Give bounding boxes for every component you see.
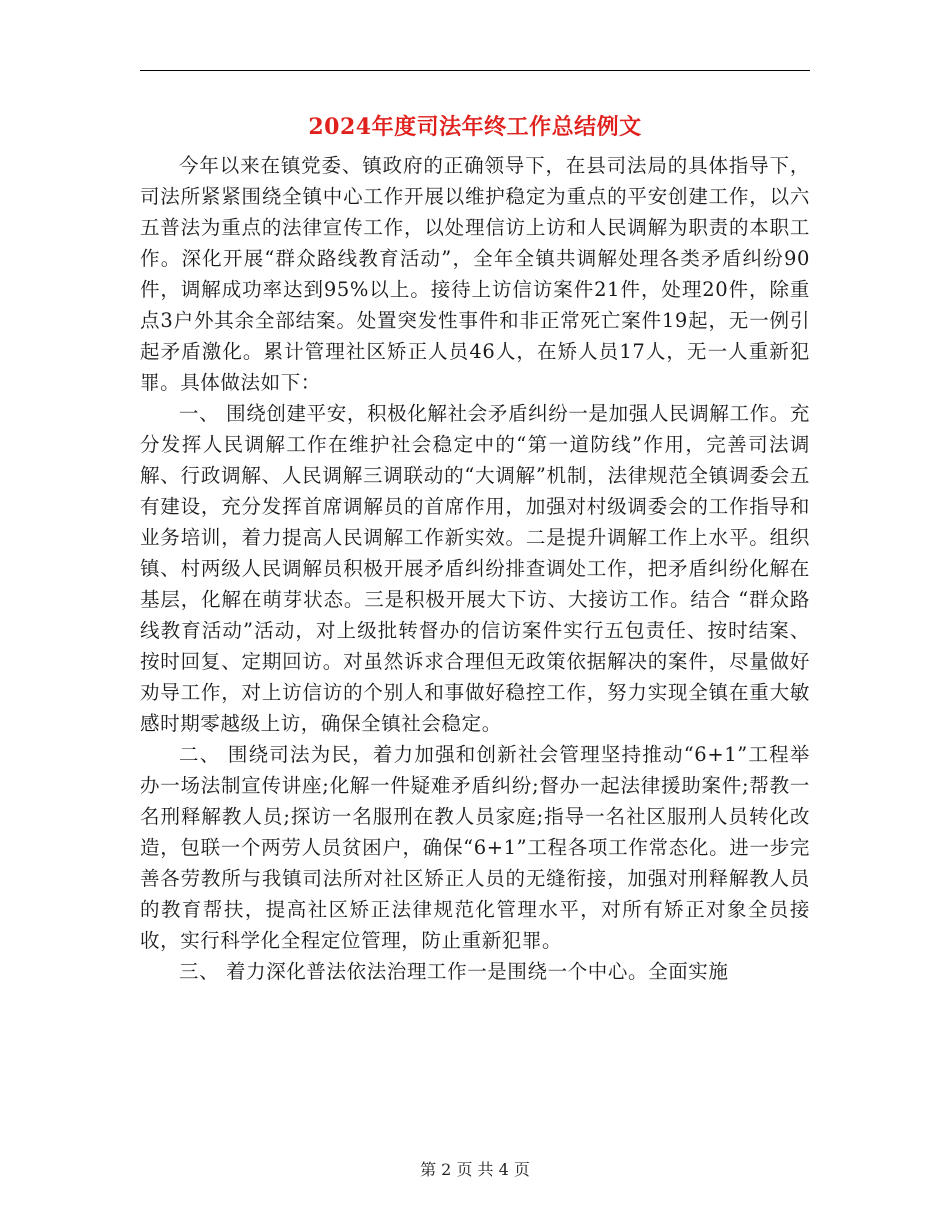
paragraph-section-3: 三、 着力深化普法依法治理工作一是围绕一个中心。全面实施 [179,960,729,983]
page-number-footer: 第 2 页 共 4 页 [420,1160,530,1179]
document-body [140,150,810,987]
header-rule [140,70,810,71]
paragraph-intro: 今年以来在镇党委、镇政府的正确领导下，在县司法局的具体指导下，司法所紧紧围绕全镇中心工作开展以维护稳定为重点的平安创建工作，以六五普法为重点的法律宣传工作，以处理信访上访和人民调解为职责的本职工作。深化开展“群众路线教育活动”，全年全镇共调解处理各类矛盾纠纷90件，调解成功率达到95%以上。接待上访信访案件21件，处理20件，除重点3户外其余全部结案。处置突发性事件和非正常死亡案件19起，无一例引起矛盾激化。累计管理社区矫正人员46人，在矫人员17人，无一人重新犯罪。具体做法如下： [140,154,810,394]
paragraph-section-2: 二、 围绕司法为民，着力加强和创新社会管理坚持推动“6+1”工程举办一场法制宣传讲座;化解一件疑难矛盾纠纷;督办一起法律援助案件;帮教一名刑释解教人员;探访一名服刑在教人员家庭;指导一名社区服刑人员转化改造，包联一个两劳人员贫困户，确保“6+1”工程各项工作常态化。进一步完善各劳教所与我镇司法所对社区矫正人员的无缝衔接，加强对刑释解教人员的教育帮扶，提高社区矫正法律规范化管理水平，对所有矫正对象全员接收，实行科学化全程定位管理，防止重新犯罪。 [140,743,810,952]
document-title: 2024年度司法年终工作总结例文 [308,114,642,140]
paragraph-section-1: 一、 围绕创建平安，积极化解社会矛盾纠纷一是加强人民调解工作。充分发挥人民调解工作在维护社会稳定中的“第一道防线”作用，完善司法调解、行政调解、人民调解三调联动的“大调解”机制，法律规范全镇调委会五有建设，充分发挥首席调解员的首席作用，加强对村级调委会的工作指导和业务培训，着力提高人民调解工作新实效。二是提升调解工作上水平。组织镇、村两级人民调解员积极开展矛盾纠纷排查调处工作，把矛盾纠纷化解在基层，化解在萌芽状态。三是积极开展大下访、大接访工作。结合 “群众路线教育活动”活动，对上级批转督办的信访案件实行五包责任、按时结案、按时回复、定期回访。对虽然诉求合理但无政策依据解决的案件，尽量做好劝导工作，对上访信访的个别人和事做好稳控工作，努力实现全镇在重大敏感时期零越级上访，确保全镇社会稳定。 [140,402,810,735]
